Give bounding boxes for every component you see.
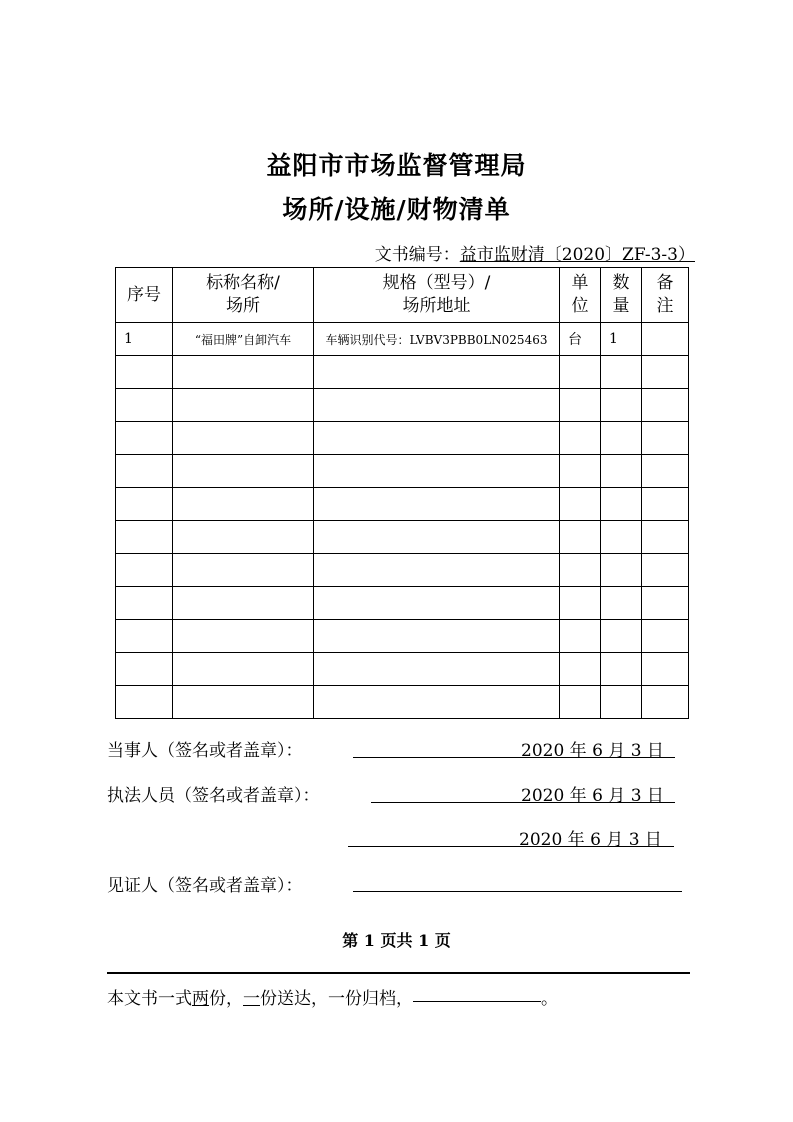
cell-qty [601,422,642,455]
table-row [116,488,689,521]
cell-note [642,323,689,356]
cell-spec [314,587,560,620]
cell-note [642,620,689,653]
table-row [116,686,689,719]
document-number-label: 文书编号： [374,245,460,265]
cell-note [642,455,689,488]
cell-name [173,455,314,488]
cell-note [642,488,689,521]
table-row [116,587,689,620]
cell-unit [560,422,601,455]
header-seq: 序号 [116,268,173,323]
footer-blank-line[interactable] [413,1000,541,1002]
table-row [116,521,689,554]
header-name [173,268,314,323]
table-row [116,455,689,488]
officer-signature-label: 执法人员（签名或者盖章）： [107,786,320,806]
officer-signature-date: 2020 年 6 月 3 日 [521,786,664,806]
cell-note [642,521,689,554]
cell-seq [116,554,173,587]
document-number-value: 益市监财清〔2020〕ZF-3-3） [459,245,695,265]
cell-seq [116,521,173,554]
page-number: 第 1 页共 1 页 [342,931,451,950]
header-note [642,268,689,323]
cell-spec [314,521,560,554]
table-row [116,389,689,422]
header-qty-line2: 量 [612,296,630,316]
cell-name [173,521,314,554]
cell-note [642,554,689,587]
table-row [116,620,689,653]
footer-text-1: 本文书一式 [107,989,192,1009]
cell-seq [116,488,173,521]
footer-note [107,984,558,1009]
header-unit-line1: 单 [571,273,589,293]
cell-qty [601,488,642,521]
cell-seq [116,356,173,389]
cell-spec [314,356,560,389]
table-row [116,356,689,389]
cell-note [642,422,689,455]
header-qty [601,268,642,323]
party-signature-date: 2020 年 6 月 3 日 [521,741,664,761]
cell-qty [601,554,642,587]
cell-spec [314,554,560,587]
cell-spec [314,455,560,488]
header-spec-line2: 场所地址 [402,296,471,316]
table-row [116,422,689,455]
cell-name: “福田牌”自卸汽车 [173,323,314,356]
cell-qty [601,620,642,653]
cell-spec [314,488,560,521]
footer-divider [107,972,690,974]
extra-signature-date: 2020 年 6 月 3 日 [519,830,662,850]
table-row [116,653,689,686]
header-unit-line2: 位 [571,296,589,316]
cell-seq: 1 [116,323,173,356]
cell-qty [601,389,642,422]
cell-name [173,356,314,389]
document-title-agency: 益阳市市场监督管理局 [266,151,527,180]
header-note-line2: 注 [656,296,674,316]
cell-seq [116,389,173,422]
items-table [115,267,689,719]
cell-note [642,587,689,620]
cell-seq [116,653,173,686]
table-header-row [116,268,689,323]
header-name-line2: 场所 [226,296,260,316]
document-title-form: 场所/设施/财物清单 [282,195,511,224]
cell-unit [560,587,601,620]
cell-qty [601,587,642,620]
cell-name [173,389,314,422]
header-qty-line1: 数 [612,273,630,293]
cell-name [173,587,314,620]
cell-name [173,686,314,719]
cell-unit [560,686,601,719]
cell-unit [560,356,601,389]
cell-note [642,389,689,422]
cell-spec [314,686,560,719]
cell-seq [116,422,173,455]
cell-seq [116,455,173,488]
footer-text-6: 。 [541,989,558,1009]
header-note-line1: 备 [656,273,674,293]
header-unit [560,268,601,323]
footer-delivered-count: 一 [243,989,260,1009]
witness-signature-line[interactable] [353,891,682,892]
footer-text-3: 份， [209,989,243,1009]
cell-name [173,653,314,686]
header-name-line1: 标称名称/ [206,273,280,293]
footer-copies-count: 两 [192,989,209,1009]
cell-note [642,356,689,389]
cell-qty [601,686,642,719]
cell-spec [314,422,560,455]
cell-qty [601,521,642,554]
cell-name [173,488,314,521]
cell-unit [560,521,601,554]
cell-qty [601,653,642,686]
table-row [116,554,689,587]
cell-unit [560,389,601,422]
footer-text-5: 份送达，一份归档， [260,989,413,1009]
table-row [116,323,689,356]
cell-qty: 1 [601,323,642,356]
header-spec-line1: 规格（型号）/ [382,273,491,293]
cell-name [173,554,314,587]
header-spec [314,268,560,323]
cell-unit [560,620,601,653]
cell-name [173,620,314,653]
party-signature-label: 当事人（签名或者盖章）： [107,741,303,761]
cell-seq [116,620,173,653]
cell-spec: 车辆识别代号：LVBV3PBB0LN025463 [314,323,560,356]
cell-qty [601,455,642,488]
cell-seq [116,686,173,719]
cell-note [642,686,689,719]
cell-qty [601,356,642,389]
document-number [375,240,695,265]
cell-unit [560,653,601,686]
cell-spec [314,620,560,653]
cell-unit [560,554,601,587]
cell-name [173,422,314,455]
cell-unit [560,488,601,521]
cell-unit: 台 [560,323,601,356]
cell-spec [314,653,560,686]
cell-spec [314,389,560,422]
cell-note [642,653,689,686]
cell-seq [116,587,173,620]
witness-signature-label: 见证人（签名或者盖章）： [107,876,303,896]
cell-unit [560,455,601,488]
